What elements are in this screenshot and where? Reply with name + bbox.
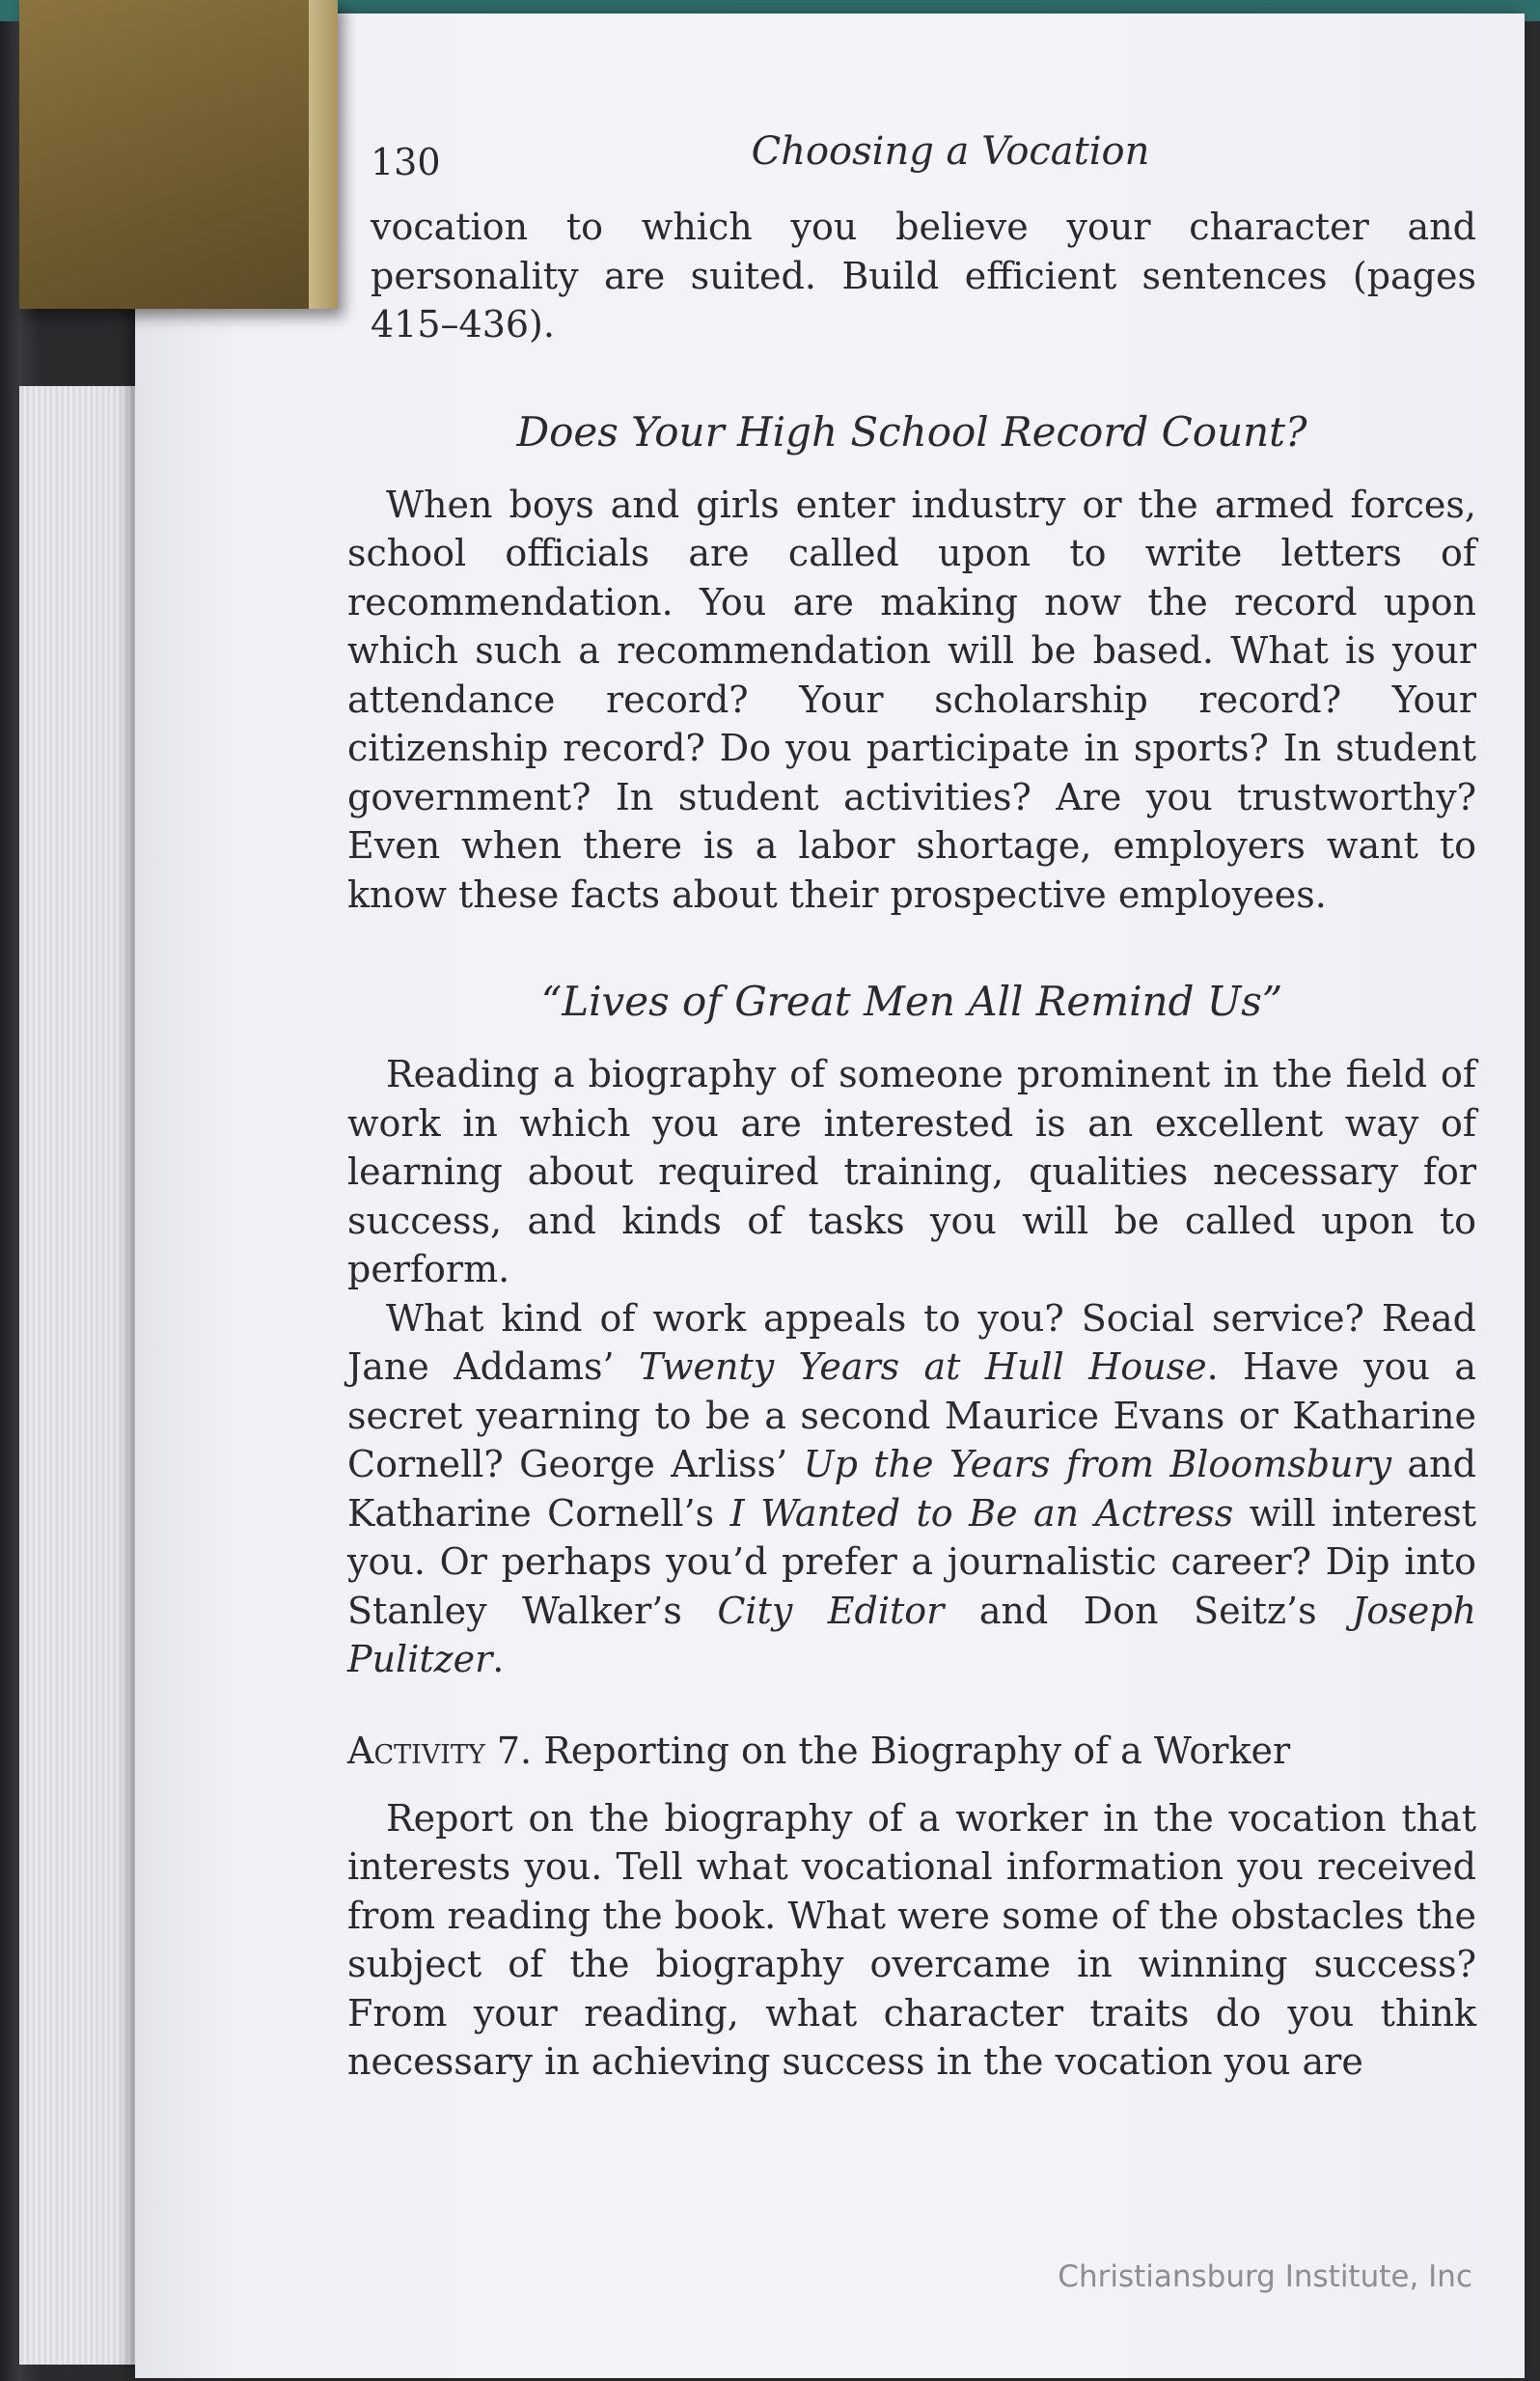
paragraph-book-suggestions <box>347 1294 1476 1684</box>
text-run: . <box>492 1638 505 1680</box>
cover-flap <box>19 0 338 309</box>
page-content <box>347 116 1476 2087</box>
text-run: and Katharine Cornell’s <box>347 1443 1476 1535</box>
book-title-bloomsbury: Up the Years from Bloomsbury <box>803 1443 1392 1485</box>
text-run: What kind of work appeals to you? Social service? Read Jane Addams’ <box>347 1296 1476 1388</box>
cover-flap-edge <box>309 0 338 309</box>
continuation-paragraph: vocation to which you believe your character and personality are suited. Build efficient sentences (pages 415–436). <box>371 206 1476 346</box>
activity-label: Activity 7. <box>347 1729 533 1772</box>
section-heading-lives-of-great-men: “Lives of Great Men All Remind Us” <box>540 978 1283 1025</box>
running-title: Choosing a Vocation <box>751 129 1150 174</box>
text-run: . Have you a secret yearning to be a second Maurice Evans or Katharine Cornell? George Arliss’ <box>347 1345 1477 1485</box>
paragraph-high-school-record: When boys and girls enter industry or the armed forces, school officials are called upon to write letters of recommendation. You are making now the record upon which such a recommendation will be based. What is your attendance record? Your scholarship record? Your citizenship record? Do you participate in sports? In student government? In student activities? Are you trustworthy? Even when there is a labor shortage, employers want to know these facts about their prospective employees. <box>347 483 1476 916</box>
book-title-hull-house: Twenty Years at Hull House <box>638 1345 1207 1388</box>
book-title-joseph-pulitzer: Joseph Pulitzer <box>347 1589 1476 1680</box>
page-header <box>347 116 1476 193</box>
text-run: will interest you. Or perhaps you’d prefer a journalistic career? Dip into Stanley Walker’s <box>347 1491 1476 1632</box>
section-heading-high-school-record: Does Your High School Record Count? <box>516 407 1307 456</box>
activity-title: Reporting on the Biography of a Worker <box>543 1729 1291 1772</box>
book-title-city-editor: City Editor <box>717 1589 945 1632</box>
activity-heading <box>347 1727 1476 1775</box>
watermark: Christiansburg Institute, Inc <box>1058 2259 1472 2294</box>
page-number: 130 <box>371 141 441 183</box>
paragraph-biography-intro: Reading a biography of someone prominent in the field of work in which you are interested is an excellent way of learning about required training, qualities necessary for success, and kinds of tasks you will be called upon to perform. <box>347 1053 1476 1290</box>
book-title-actress: I Wanted to Be an Actress <box>729 1491 1234 1535</box>
text-run: and Don Seitz’s <box>944 1589 1353 1632</box>
paragraph-activity-instructions: Report on the biography of a worker in the vocation that interests you. Tell what vocational information you received from reading the book. What were some of the obstacles the subject of the biography overcame in winning success? From your reading, what character traits do you think necessary in achieving success in the vocation you are <box>347 1796 1476 2083</box>
